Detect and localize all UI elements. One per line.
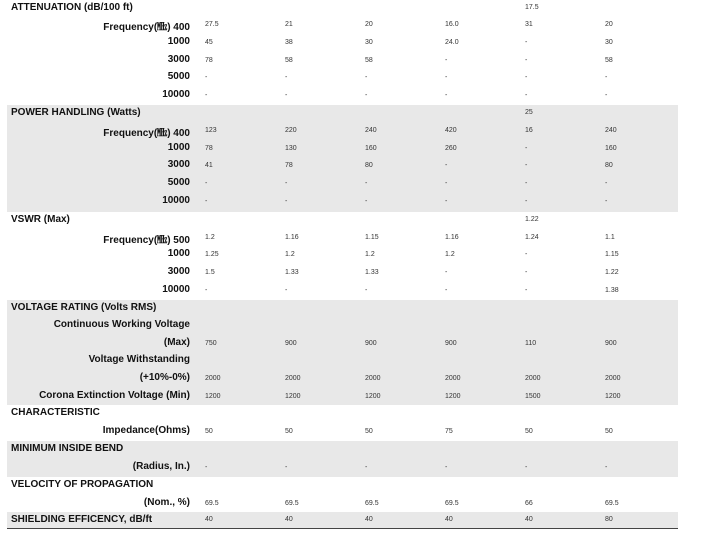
table-cell: 30 (365, 39, 373, 46)
header-value: 25 (525, 109, 533, 116)
table-cell: - (365, 74, 368, 81)
table-cell: 1.38 (605, 287, 619, 294)
table-cell: - (205, 180, 208, 187)
header-value: 1.22 (525, 216, 539, 223)
table-cell: 21 (285, 21, 293, 28)
section-power-handling (7, 105, 678, 212)
table-cell: - (605, 92, 608, 99)
table-cell: 123 (205, 127, 217, 134)
table-cell: - (445, 57, 448, 64)
table-cell: - (365, 464, 368, 471)
table-cell: 1.15 (365, 234, 379, 241)
table-cell: 24.0 (445, 39, 459, 46)
table-cell: 220 (285, 127, 297, 134)
section-minimum-inside-bend (7, 441, 678, 477)
table-cell: 16.0 (445, 21, 459, 28)
table-cell: 130 (285, 145, 297, 152)
table-cell: - (445, 269, 448, 276)
table-cell: 78 (205, 145, 213, 152)
header-value: 40 (285, 516, 293, 523)
table-cell: - (365, 287, 368, 294)
table-cell: 58 (285, 57, 293, 64)
header-value: 17.5 (525, 4, 539, 11)
row-label: (Radius, In.) (132, 461, 190, 472)
table-cell: 1.33 (365, 269, 379, 276)
row-label: 1000 (167, 248, 190, 259)
table-cell: - (365, 92, 368, 99)
table-cell: - (445, 162, 448, 169)
section-velocity-of-propagation (7, 477, 678, 512)
table-cell: 2000 (365, 375, 381, 382)
section-header: VELOCITY OF PROPAGATION (11, 479, 154, 490)
table-cell: - (445, 92, 448, 99)
table-cell: 900 (605, 340, 617, 347)
table-cell: 1.16 (285, 234, 299, 241)
table-cell: 260 (445, 145, 457, 152)
table-cell: 160 (605, 145, 617, 152)
row-label: (+10%-0%) (139, 372, 190, 383)
table-cell: 69.5 (365, 500, 379, 507)
section-header: POWER HANDLING (Watts) (11, 107, 141, 118)
table-cell: - (445, 464, 448, 471)
header-value: 40 (525, 516, 533, 523)
table-cell: 160 (365, 145, 377, 152)
table-cell: 69.5 (605, 500, 619, 507)
table-cell: 1200 (605, 393, 621, 400)
section-shielding-efficiency (7, 512, 678, 528)
table-cell: 900 (365, 340, 377, 347)
table-cell: 20 (605, 21, 613, 28)
section-attenuation (7, 0, 678, 105)
table-cell: - (605, 464, 608, 471)
section-header: SHIELDING EFFICENCY, dB/ft (11, 514, 153, 525)
table-cell: - (445, 198, 448, 205)
table-cell: - (525, 162, 528, 169)
table-cell: 2000 (285, 375, 301, 382)
table-cell: 1.5 (205, 269, 215, 276)
row-label: 3000 (167, 266, 190, 277)
row-label: 10000 (162, 89, 190, 100)
table-cell: - (445, 287, 448, 294)
table-cell: - (605, 198, 608, 205)
section-vswr (7, 212, 678, 300)
table-cell: 1.2 (285, 251, 295, 258)
table-cell: - (205, 287, 208, 294)
row-label: Frequency(㎒) 400 (103, 128, 190, 139)
table-cell: 110 (525, 340, 537, 347)
table-cell: 50 (285, 428, 293, 435)
row-label: 10000 (162, 284, 190, 295)
table-cell: 78 (285, 162, 293, 169)
section-characteristic (7, 405, 678, 441)
table-cell: - (205, 74, 208, 81)
header-value: 40 (445, 516, 453, 523)
table-cell: 38 (285, 39, 293, 46)
header-value: 40 (365, 516, 373, 523)
table-cell: 41 (205, 162, 213, 169)
table-cell: 1200 (445, 393, 461, 400)
table-cell: - (365, 198, 368, 205)
table-cell: 78 (205, 57, 213, 64)
table-cell: - (605, 180, 608, 187)
row-label: 3000 (167, 159, 190, 170)
table-cell: - (525, 198, 528, 205)
table-cell: - (285, 180, 288, 187)
row-label: Voltage Withstanding (88, 354, 190, 365)
row-label: 3000 (167, 54, 190, 65)
table-cell: 50 (525, 428, 533, 435)
table-cell: 2000 (445, 375, 461, 382)
table-cell: 69.5 (285, 500, 299, 507)
section-header: VSWR (Max) (11, 214, 70, 225)
table-cell: 66 (525, 500, 533, 507)
table-cell: 1.33 (285, 269, 299, 276)
table-cell: 58 (605, 57, 613, 64)
table-cell: - (525, 287, 528, 294)
table-cell: 45 (205, 39, 213, 46)
table-cell: - (285, 287, 288, 294)
row-label: 1000 (167, 36, 190, 47)
table-cell: 1.16 (445, 234, 459, 241)
table-bottom-rule (7, 528, 678, 529)
table-cell: 1200 (285, 393, 301, 400)
table-cell: 1.1 (605, 234, 615, 241)
table-cell: 900 (445, 340, 457, 347)
table-cell: - (525, 57, 528, 64)
row-label: Frequency(㎒) 500 (103, 235, 190, 246)
table-cell: 80 (605, 162, 613, 169)
row-label: 10000 (162, 195, 190, 206)
table-cell: - (205, 464, 208, 471)
table-cell: 750 (205, 340, 217, 347)
header-value: 80 (605, 516, 613, 523)
table-cell: 240 (605, 127, 617, 134)
row-label: Corona Extinction Voltage (Min) (39, 390, 190, 401)
table-cell: - (205, 198, 208, 205)
table-cell: 75 (445, 428, 453, 435)
table-cell: 1.25 (205, 251, 219, 258)
table-cell: 27.5 (205, 21, 219, 28)
table-cell: 2000 (605, 375, 621, 382)
table-cell: 1.2 (365, 251, 375, 258)
table-cell: 1.15 (605, 251, 619, 258)
table-cell: 2000 (525, 375, 541, 382)
table-cell: 240 (365, 127, 377, 134)
table-cell: 2000 (205, 375, 221, 382)
row-label: 5000 (167, 177, 190, 188)
row-label: 1000 (167, 142, 190, 153)
section-voltage-rating (7, 300, 678, 405)
table-cell: 80 (365, 162, 373, 169)
table-cell: - (285, 198, 288, 205)
row-label: (Max) (163, 337, 190, 348)
table-cell: - (285, 464, 288, 471)
row-label: Impedance(Ohms) (102, 425, 190, 436)
table-cell: - (445, 74, 448, 81)
table-cell: 420 (445, 127, 457, 134)
table-cell: 1.2 (445, 251, 455, 258)
table-cell: 1500 (525, 393, 541, 400)
table-cell: 16 (525, 127, 533, 134)
table-cell: - (525, 180, 528, 187)
table-cell: - (525, 145, 528, 152)
table-cell: 69.5 (445, 500, 459, 507)
table-cell: - (365, 180, 368, 187)
table-cell: 20 (365, 21, 373, 28)
table-cell: - (525, 74, 528, 81)
table-cell: - (445, 180, 448, 187)
table-cell: 50 (205, 428, 213, 435)
section-header: ATTENUATION (dB/100 ft) (11, 2, 133, 13)
table-cell: - (525, 269, 528, 276)
table-cell: 50 (365, 428, 373, 435)
section-header: CHARACTERISTIC (11, 407, 100, 418)
table-cell: 1200 (205, 393, 221, 400)
row-label: (Nom., %) (143, 497, 190, 508)
table-cell: 30 (605, 39, 613, 46)
row-label: Frequency(㎒) 400 (103, 22, 190, 33)
section-header: VOLTAGE RATING (Volts RMS) (11, 302, 157, 313)
table-cell: 1200 (365, 393, 381, 400)
table-cell: - (205, 92, 208, 99)
row-label: Continuous Working Voltage (53, 319, 190, 330)
table-cell: - (525, 251, 528, 258)
table-cell: 50 (605, 428, 613, 435)
section-header: MINIMUM INSIDE BEND (11, 443, 124, 454)
table-cell: - (525, 92, 528, 99)
header-value: 40 (205, 516, 213, 523)
table-cell: - (605, 74, 608, 81)
table-cell: 69.5 (205, 500, 219, 507)
table-cell: 1.24 (525, 234, 539, 241)
table-cell: 900 (285, 340, 297, 347)
table-cell: 58 (365, 57, 373, 64)
table-cell: 31 (525, 21, 533, 28)
table-cell: - (525, 39, 528, 46)
table-cell: 1.2 (205, 234, 215, 241)
table-cell: - (285, 74, 288, 81)
table-cell: - (525, 464, 528, 471)
table-cell: 1.22 (605, 269, 619, 276)
table-cell: - (285, 92, 288, 99)
row-label: 5000 (167, 71, 190, 82)
